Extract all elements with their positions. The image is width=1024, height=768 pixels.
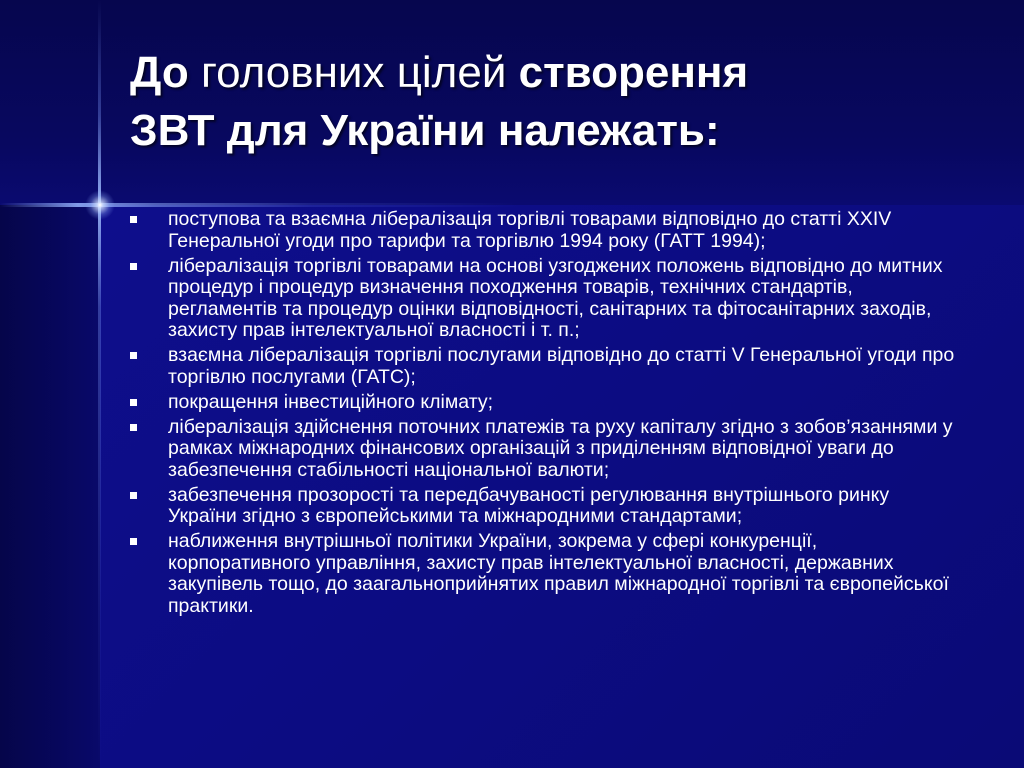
bullet-square-icon	[130, 399, 137, 406]
bullet-list	[130, 209, 960, 621]
horizontal-glow-line	[0, 203, 520, 207]
bullet-square-icon	[130, 216, 137, 223]
bullet-item	[130, 345, 960, 388]
sparkle-icon	[85, 190, 115, 220]
bullet-square-icon	[130, 424, 137, 431]
slide-title	[130, 44, 990, 160]
bullet-item	[130, 485, 960, 528]
bullet-square-icon	[130, 538, 137, 545]
bullet-item	[130, 417, 960, 482]
bullet-text: взаємна лібералізація торгівлі послугами відповідно до статті V Генеральної угоди про торгівлю послугами (ГАТС);	[168, 344, 955, 388]
bullet-item	[130, 392, 960, 414]
bullet-text: лібералізація торгівлі товарами на основі узгоджених положень відповідно до митних процедур і процедур визначення походження товарів, технічних стандартів, регламентів та процедур оцінки відповідності, санітарних та фітосанітарних заходів, захисту прав інтелектуальної власності і т. п.;	[168, 254, 943, 341]
bullet-text: покращення інвестиційного клімату;	[168, 390, 494, 413]
bullet-item	[130, 256, 960, 342]
bullet-text: забезпечення прозорості та передбачуваності регулювання внутрішнього ринку України згідно з європейськими та міжнародними стандартами;	[168, 483, 890, 527]
bullet-text: наближення внутрішньої політики України, зокрема у сфері конкуренції, корпоративного управління, захисту прав інтелектуальної власності, державних закупівель тощо, до заагальноприйнятих правил міжнародної торгівлі та європейської практики.	[168, 530, 949, 617]
vertical-glow-line	[98, 0, 101, 768]
title-part-3: створення	[518, 48, 749, 97]
bullet-square-icon	[130, 352, 137, 359]
title-part-1: До	[130, 48, 189, 97]
title-part-2: головних цілей	[188, 48, 519, 97]
bullet-square-icon	[130, 492, 137, 499]
bullet-item	[130, 531, 960, 617]
bullet-item	[130, 209, 960, 252]
bullet-text: поступова та взаємна лібералізація торгівлі товарами відповідно до статті XXIV Генеральної угоди про тарифи та торгівлю 1994 року (ГАТТ 1994);	[168, 208, 892, 252]
title-part-4: ЗВТ для України належать:	[130, 106, 720, 155]
bullet-square-icon	[130, 263, 137, 270]
bullet-text: лібералізація здійснення поточних платежів та руху капіталу згідно з зобов’язаннями у рамках міжнародних фінансових організацій з приділенням відповідної уваги до забезпечення стабільності національної валюти;	[168, 415, 953, 481]
